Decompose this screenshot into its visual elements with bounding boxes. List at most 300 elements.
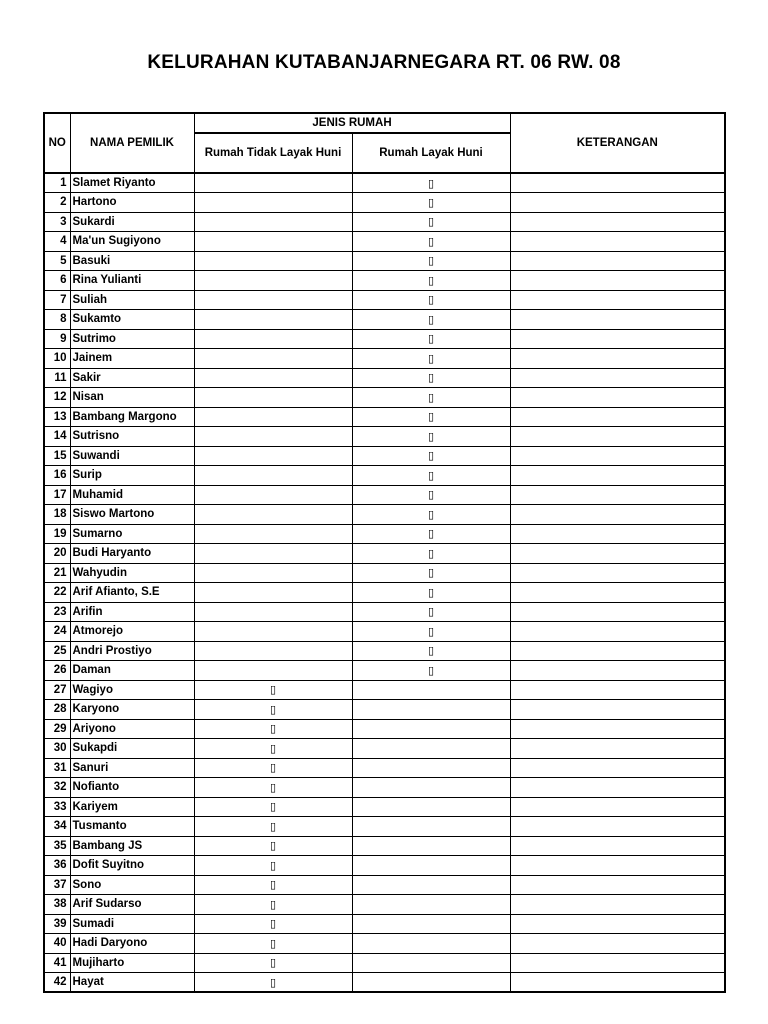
not-habitable-cell [194,758,352,778]
owner-name: Nofianto [70,778,194,798]
check-mark-icon: ▯ [269,918,277,931]
not-habitable-cell [194,914,352,934]
table-row [44,466,725,486]
row-number: 26 [44,661,70,681]
not-habitable-cell [194,173,352,193]
header-no: NO [44,113,70,173]
not-habitable-cell [194,310,352,330]
row-number: 10 [44,349,70,369]
table-row [44,212,725,232]
remarks-cell [510,817,725,837]
not-habitable-cell [194,875,352,895]
table-row [44,583,725,603]
not-habitable-cell [194,368,352,388]
owner-name: Slamet Riyanto [70,173,194,193]
check-mark-icon: ▯ [269,859,277,872]
owner-name: Tusmanto [70,817,194,837]
table-row [44,271,725,291]
remarks-cell [510,563,725,583]
check-mark-icon: ▯ [269,879,277,892]
not-habitable-cell [194,524,352,544]
header-remarks: KETERANGAN [510,113,725,173]
remarks-cell [510,719,725,739]
not-habitable-cell [194,973,352,993]
habitable-cell [352,485,510,505]
row-number: 37 [44,875,70,895]
table-row [44,232,725,252]
not-habitable-cell [194,212,352,232]
check-mark-icon: ▯ [427,664,435,677]
row-number: 31 [44,758,70,778]
owner-name: Daman [70,661,194,681]
remarks-cell [510,173,725,193]
row-number: 2 [44,193,70,213]
habitable-cell [352,758,510,778]
habitable-cell [352,271,510,291]
owner-name: Hartono [70,193,194,213]
table-row [44,349,725,369]
remarks-cell [510,427,725,447]
remarks-cell [510,251,725,271]
remarks-cell [510,310,725,330]
remarks-cell [510,700,725,720]
remarks-cell [510,544,725,564]
not-habitable-cell [194,466,352,486]
row-number: 29 [44,719,70,739]
owner-name: Arif Afianto, S.E [70,583,194,603]
remarks-cell [510,466,725,486]
row-number: 39 [44,914,70,934]
remarks-cell [510,193,725,213]
remarks-cell [510,973,725,993]
check-mark-icon: ▯ [427,606,435,619]
row-number: 17 [44,485,70,505]
header-owner-name: NAMA PEMILIK [70,113,194,173]
not-habitable-cell [194,700,352,720]
owner-name: Siswo Martono [70,505,194,525]
remarks-cell [510,232,725,252]
not-habitable-cell [194,251,352,271]
remarks-cell [510,875,725,895]
remarks-cell [510,836,725,856]
row-number: 23 [44,602,70,622]
table-row [44,505,725,525]
row-number: 42 [44,973,70,993]
remarks-cell [510,290,725,310]
remarks-cell [510,485,725,505]
table-body [44,173,725,992]
remarks-cell [510,407,725,427]
owner-name: Sumarno [70,524,194,544]
check-mark-icon: ▯ [427,645,435,658]
not-habitable-cell [194,446,352,466]
not-habitable-cell [194,407,352,427]
row-number: 6 [44,271,70,291]
not-habitable-cell [194,836,352,856]
table-row [44,524,725,544]
remarks-cell [510,329,725,349]
owner-name: Sono [70,875,194,895]
not-habitable-cell [194,661,352,681]
remarks-cell [510,680,725,700]
remarks-cell [510,524,725,544]
table-row [44,446,725,466]
remarks-cell [510,758,725,778]
owner-name: Andri Prostiyo [70,641,194,661]
habitable-cell [352,349,510,369]
check-mark-icon: ▯ [427,196,435,209]
not-habitable-cell [194,622,352,642]
not-habitable-cell [194,563,352,583]
habitable-cell [352,388,510,408]
habitable-cell [352,934,510,954]
habitable-cell [352,427,510,447]
check-mark-icon: ▯ [427,469,435,482]
table-header [44,113,725,173]
not-habitable-cell [194,349,352,369]
table-row [44,544,725,564]
table-row [44,388,725,408]
habitable-cell [352,700,510,720]
check-mark-icon: ▯ [269,898,277,911]
table-row [44,641,725,661]
check-mark-icon: ▯ [427,255,435,268]
owner-name: Hadi Daryono [70,934,194,954]
table-row [44,602,725,622]
table-row [44,934,725,954]
not-habitable-cell [194,232,352,252]
remarks-cell [510,583,725,603]
table-row [44,193,725,213]
check-mark-icon: ▯ [427,508,435,521]
row-number: 36 [44,856,70,876]
remarks-cell [510,856,725,876]
owner-name: Suwandi [70,446,194,466]
not-habitable-cell [194,271,352,291]
check-mark-icon: ▯ [427,547,435,560]
table-row [44,758,725,778]
habitable-cell [352,329,510,349]
owner-name: Dofit Suyitno [70,856,194,876]
not-habitable-cell [194,427,352,447]
check-mark-icon: ▯ [427,216,435,229]
row-number: 34 [44,817,70,837]
remarks-cell [510,602,725,622]
table-row [44,797,725,817]
not-habitable-cell [194,739,352,759]
check-mark-icon: ▯ [269,781,277,794]
remarks-cell [510,505,725,525]
house-type-table [43,112,726,993]
check-mark-icon: ▯ [427,294,435,307]
habitable-cell [352,212,510,232]
habitable-cell [352,778,510,798]
habitable-cell [352,310,510,330]
check-mark-icon: ▯ [427,528,435,541]
check-mark-icon: ▯ [427,489,435,502]
not-habitable-cell [194,641,352,661]
habitable-cell [352,251,510,271]
not-habitable-cell [194,583,352,603]
habitable-cell [352,173,510,193]
check-mark-icon: ▯ [427,274,435,287]
table-row [44,173,725,193]
owner-name: Rina Yulianti [70,271,194,291]
owner-name: Sukardi [70,212,194,232]
check-mark-icon: ▯ [427,567,435,580]
habitable-cell [352,446,510,466]
owner-name: Sutrisno [70,427,194,447]
habitable-cell [352,817,510,837]
not-habitable-cell [194,895,352,915]
check-mark-icon: ▯ [427,450,435,463]
not-habitable-cell [194,329,352,349]
habitable-cell [352,914,510,934]
remarks-cell [510,778,725,798]
habitable-cell [352,836,510,856]
row-number: 41 [44,953,70,973]
check-mark-icon: ▯ [269,723,277,736]
not-habitable-cell [194,856,352,876]
table-row [44,778,725,798]
habitable-cell [352,680,510,700]
table-row [44,485,725,505]
check-mark-icon: ▯ [427,177,435,190]
owner-name: Bambang Margono [70,407,194,427]
table-row [44,251,725,271]
check-mark-icon: ▯ [269,684,277,697]
not-habitable-cell [194,602,352,622]
check-mark-icon: ▯ [269,742,277,755]
owner-name: Muhamid [70,485,194,505]
row-number: 38 [44,895,70,915]
row-number: 21 [44,563,70,583]
table-row [44,427,725,447]
row-number: 19 [44,524,70,544]
row-number: 3 [44,212,70,232]
page-title: KELURAHAN KUTABANJARNEGARA RT. 06 RW. 08 [147,52,621,73]
row-number: 30 [44,739,70,759]
owner-name: Arif Sudarso [70,895,194,915]
not-habitable-cell [194,934,352,954]
owner-name: Sukapdi [70,739,194,759]
row-number: 14 [44,427,70,447]
remarks-cell [510,368,725,388]
table-row [44,914,725,934]
owner-name: Bambang JS [70,836,194,856]
row-number: 16 [44,466,70,486]
owner-name: Kariyem [70,797,194,817]
table-row [44,856,725,876]
remarks-cell [510,349,725,369]
owner-name: Surip [70,466,194,486]
habitable-cell [352,797,510,817]
row-number: 7 [44,290,70,310]
check-mark-icon: ▯ [427,235,435,248]
header-habitable: Rumah Layak Huni [352,133,510,173]
owner-name: Mujiharto [70,953,194,973]
owner-name: Sakir [70,368,194,388]
habitable-cell [352,505,510,525]
habitable-cell [352,407,510,427]
habitable-cell [352,719,510,739]
remarks-cell [510,212,725,232]
not-habitable-cell [194,778,352,798]
check-mark-icon: ▯ [269,703,277,716]
remarks-cell [510,641,725,661]
check-mark-icon: ▯ [427,430,435,443]
table-row [44,622,725,642]
habitable-cell [352,661,510,681]
owner-name: Sanuri [70,758,194,778]
habitable-cell [352,544,510,564]
table-row [44,836,725,856]
table-row [44,739,725,759]
not-habitable-cell [194,485,352,505]
habitable-cell [352,973,510,993]
row-number: 12 [44,388,70,408]
row-number: 4 [44,232,70,252]
check-mark-icon: ▯ [427,586,435,599]
owner-name: Basuki [70,251,194,271]
remarks-cell [510,661,725,681]
row-number: 15 [44,446,70,466]
remarks-cell [510,446,725,466]
not-habitable-cell [194,680,352,700]
table-row [44,661,725,681]
check-mark-icon: ▯ [427,372,435,385]
table-row [44,368,725,388]
row-number: 9 [44,329,70,349]
habitable-cell [352,895,510,915]
table-row [44,700,725,720]
row-number: 13 [44,407,70,427]
row-number: 8 [44,310,70,330]
table-row [44,973,725,993]
owner-name: Sutrimo [70,329,194,349]
remarks-cell [510,797,725,817]
not-habitable-cell [194,953,352,973]
remarks-cell [510,388,725,408]
not-habitable-cell [194,388,352,408]
owner-name: Sumadi [70,914,194,934]
owner-name: Ma'un Sugiyono [70,232,194,252]
check-mark-icon: ▯ [269,976,277,989]
check-mark-icon: ▯ [269,840,277,853]
habitable-cell [352,193,510,213]
habitable-cell [352,622,510,642]
table-row [44,407,725,427]
check-mark-icon: ▯ [269,937,277,950]
habitable-cell [352,953,510,973]
table-row [44,329,725,349]
owner-name: Ariyono [70,719,194,739]
check-mark-icon: ▯ [427,313,435,326]
row-number: 5 [44,251,70,271]
table-row [44,817,725,837]
habitable-cell [352,232,510,252]
habitable-cell [352,583,510,603]
row-number: 18 [44,505,70,525]
check-mark-icon: ▯ [427,391,435,404]
owner-name: Arifin [70,602,194,622]
check-mark-icon: ▯ [427,352,435,365]
row-number: 40 [44,934,70,954]
row-number: 35 [44,836,70,856]
table-row [44,310,725,330]
not-habitable-cell [194,505,352,525]
owner-name: Hayat [70,973,194,993]
habitable-cell [352,368,510,388]
table-row [44,895,725,915]
row-number: 1 [44,173,70,193]
row-number: 20 [44,544,70,564]
habitable-cell [352,290,510,310]
habitable-cell [352,466,510,486]
habitable-cell [352,875,510,895]
habitable-cell [352,856,510,876]
owner-name: Jainem [70,349,194,369]
owner-name: Karyono [70,700,194,720]
row-number: 24 [44,622,70,642]
owner-name: Suliah [70,290,194,310]
table-row [44,875,725,895]
not-habitable-cell [194,290,352,310]
table-row [44,563,725,583]
owner-name: Wagiyo [70,680,194,700]
table-row [44,719,725,739]
header-not-habitable: Rumah Tidak Layak Huni [194,133,352,173]
row-number: 22 [44,583,70,603]
habitable-cell [352,641,510,661]
not-habitable-cell [194,719,352,739]
row-number: 32 [44,778,70,798]
habitable-cell [352,602,510,622]
check-mark-icon: ▯ [269,957,277,970]
not-habitable-cell [194,797,352,817]
remarks-cell [510,914,725,934]
habitable-cell [352,739,510,759]
header-house-type-group: JENIS RUMAH [194,113,510,133]
remarks-cell [510,934,725,954]
remarks-cell [510,622,725,642]
remarks-cell [510,953,725,973]
owner-name: Wahyudin [70,563,194,583]
table-row [44,953,725,973]
habitable-cell [352,563,510,583]
check-mark-icon: ▯ [427,411,435,424]
not-habitable-cell [194,817,352,837]
habitable-cell [352,524,510,544]
owner-name: Atmorejo [70,622,194,642]
row-number: 28 [44,700,70,720]
table-row [44,290,725,310]
not-habitable-cell [194,544,352,564]
check-mark-icon: ▯ [427,333,435,346]
check-mark-icon: ▯ [269,801,277,814]
remarks-cell [510,739,725,759]
row-number: 33 [44,797,70,817]
row-number: 27 [44,680,70,700]
owner-name: Budi Haryanto [70,544,194,564]
not-habitable-cell [194,193,352,213]
owner-name: Sukamto [70,310,194,330]
table-row [44,680,725,700]
row-number: 25 [44,641,70,661]
check-mark-icon: ▯ [269,820,277,833]
check-mark-icon: ▯ [427,625,435,638]
row-number: 11 [44,368,70,388]
